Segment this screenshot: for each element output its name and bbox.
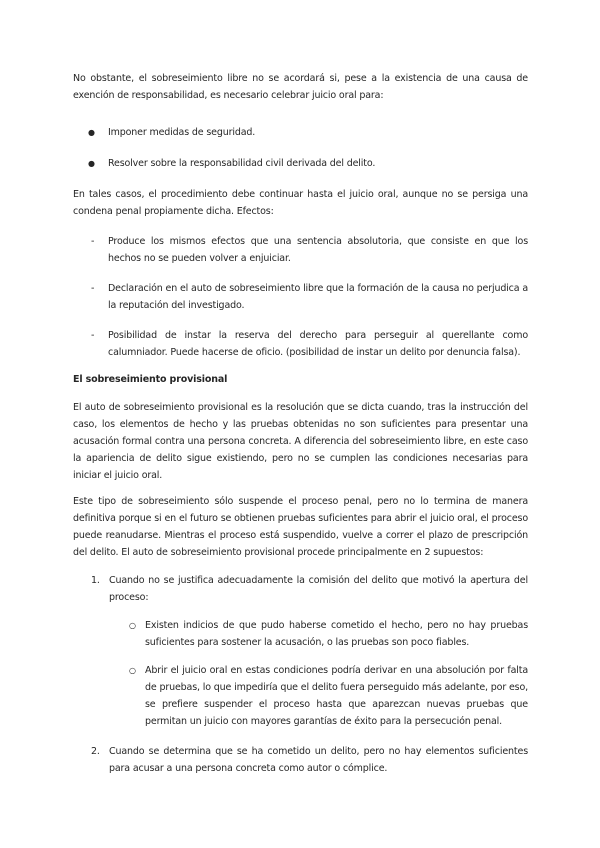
effect-text: Produce los mismos efectos que una sentencia absolutoria, que consiste en que los hechos no se pueden volver a enjuiciar. <box>108 236 528 264</box>
circle-marker: ○ <box>129 666 136 675</box>
bullet-marker: ● <box>88 159 95 168</box>
item-text: Cuando se determina que se ha cometido un delito, pero no hay elementos suficientes para acusar a una persona concreta como autor o cómplice. <box>109 746 528 774</box>
effect-item <box>73 327 528 361</box>
effect-item <box>73 280 528 314</box>
item-text: Cuando no se justifica adecuadamente la comisión del delito que motivó la apertura del proceso: <box>109 575 528 603</box>
suspension-paragraph: Este tipo de sobreseimiento sólo suspende el proceso penal, pero no lo termina de manera definitiva porque si en el futuro se obtienen pruebas suficientes para abrir el juicio oral, el proceso puede reanudarse. Mientras el proceso está suspendido, vuelve a correr el plazo de prescripción del delito. El auto de sobreseimiento provisional procede principalmente en 2 supuestos: <box>73 496 528 558</box>
effect-item <box>73 233 528 267</box>
bullet-text: Imponer medidas de seguridad. <box>108 127 256 138</box>
intro-paragraph: No obstante, el sobreseimiento libre no se acordará si, pese a la existencia de una causa de exención de responsabilidad, es necesario celebrar juicio oral para: <box>73 73 528 101</box>
item-number: 1. <box>91 575 100 586</box>
section-heading: El sobreseimiento provisional <box>73 374 228 385</box>
effect-text: Posibilidad de instar la reserva del derecho para perseguir al querellante como calumniador. Puede hacerse de oficio. (posibilidad de instar un delito por denuncia falsa). <box>108 330 528 358</box>
numbered-item <box>73 572 528 606</box>
numbered-item <box>73 743 528 777</box>
effects-paragraph: En tales casos, el procedimiento debe continuar hasta el juicio oral, aunque no se persiga una condena penal propiamente dicha. Efectos: <box>73 189 528 217</box>
circle-marker: ○ <box>129 621 136 630</box>
definition-paragraph: El auto de sobreseimiento provisional es la resolución que se dicta cuando, tras la instrucción del caso, los elementos de hecho y las pruebas obtenidas no son suficientes para presentar una acusación formal contra una persona concreta. A diferencia del sobreseimiento libre, en este caso la apariencia de delito sigue existiendo, pero no se cumplen las condiciones necesarias para iniciar el juicio oral. <box>73 402 528 481</box>
dash-marker: - <box>91 330 95 341</box>
sub-item <box>109 617 528 651</box>
bullet-item <box>73 124 528 141</box>
dash-marker: - <box>91 283 95 294</box>
sub-item-text: Existen indicios de que pudo haberse cometido el hecho, pero no hay pruebas suficientes para sostener la acusación, o las pruebas son poco fiables. <box>145 620 528 648</box>
bullet-text: Resolver sobre la responsabilidad civil derivada del delito. <box>108 158 376 169</box>
bullet-item <box>73 155 528 172</box>
sub-item-text: Abrir el juicio oral en estas condiciones podría derivar en una absolución por falta de pruebas, lo que impediría que el delito fuera perseguido más adelante, por eso, se prefiere suspender el proceso hasta que aparezcan nuevas pruebas que permitan un juicio con mayores garantías de éxito para la persecución penal. <box>145 665 528 727</box>
bullet-marker: ● <box>88 128 95 137</box>
item-number: 2. <box>91 746 100 757</box>
effect-text: Declaración en el auto de sobreseimiento libre que la formación de la causa no perjudica a la reputación del investigado. <box>108 283 528 311</box>
sub-item <box>109 662 528 730</box>
dash-marker: - <box>91 236 95 247</box>
document-body <box>73 70 528 777</box>
